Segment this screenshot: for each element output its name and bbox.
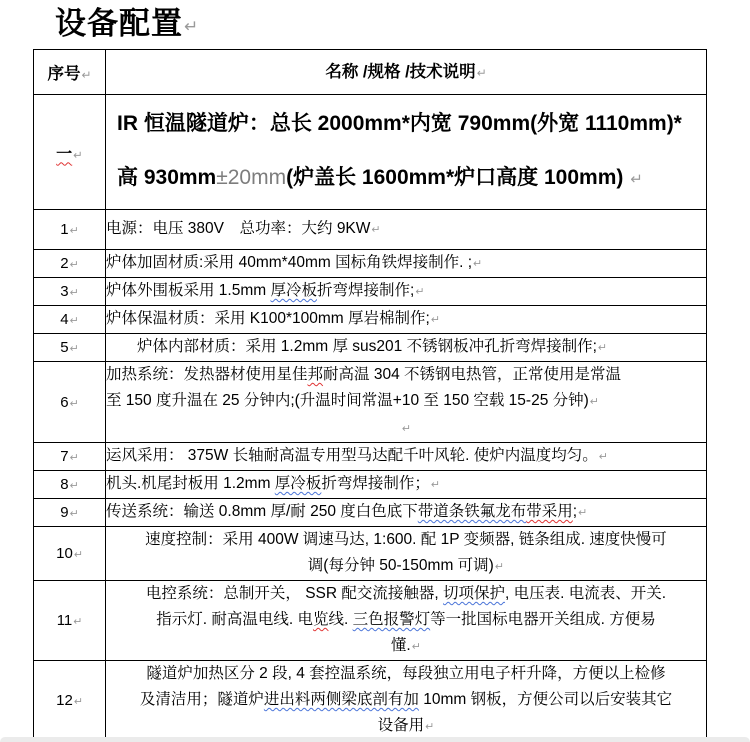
paragraph-mark-icon: ↵ (494, 561, 505, 573)
text-segment: 速度控制：采用 400W 调速马达, 1:600. 配 1P 变频器, 链条组成. 速度快慢可 (145, 531, 667, 548)
paragraph-mark-icon: ↵ (81, 68, 92, 82)
row-number: 1 (60, 221, 69, 238)
description-line (106, 306, 706, 333)
text-segment: 炉体外围板采用 1.5mm (106, 282, 271, 299)
row-number: 10 (56, 545, 73, 562)
row-description-cell (106, 581, 707, 661)
row-description-cell (106, 306, 707, 334)
table-row (34, 581, 707, 661)
row-number-cell (34, 210, 106, 250)
paragraph-mark-icon: ↵ (69, 225, 79, 237)
text-segment: 电控系统：总制开关， SSR 配交流接触器, (145, 585, 444, 602)
table-row (34, 661, 707, 741)
text-segment: 加热系统：发热器材使用星佳 (106, 366, 308, 383)
row-number: 9 (60, 504, 69, 521)
row-number-cell (34, 306, 106, 334)
table-row (34, 250, 707, 278)
row-number-cell (34, 95, 106, 210)
paragraph-mark-icon: ↵ (69, 287, 79, 299)
page-title-text: 设备配置 (55, 6, 183, 41)
text-segment: 厚冷板 (270, 282, 317, 299)
text-segment: ±20mm (216, 166, 287, 189)
description-line (106, 687, 706, 713)
row-description-cell (106, 471, 707, 499)
description-line (106, 250, 706, 277)
row-number-cell (34, 250, 106, 278)
text-segment: 折弯焊接制作; (317, 282, 415, 299)
row-number-cell (34, 581, 106, 661)
row-description-cell (106, 499, 707, 527)
text-segment: IR 恒温隧道炉：总长 2000mm*内宽 790mm(外宽 1110mm)* (117, 112, 682, 135)
paragraph-mark-icon: ↵ (597, 342, 608, 354)
text-segment: 览 (312, 611, 329, 628)
description-line (106, 553, 706, 580)
description-line (106, 388, 706, 415)
row-number: 2 (60, 255, 69, 272)
header-cell-no (34, 50, 106, 95)
description-line (117, 97, 699, 151)
bottom-gray-bar (0, 737, 750, 742)
description-line (117, 151, 699, 207)
table-row (34, 443, 707, 471)
description-line (106, 415, 706, 442)
row-description-cell (106, 661, 707, 741)
description-line (106, 499, 706, 526)
table-row (34, 95, 707, 210)
text-segment: 带道条铁氟龙布 (417, 503, 527, 520)
paragraph-mark-icon: ↵ (578, 507, 588, 519)
row-number-cell (34, 471, 106, 499)
paragraph-mark-icon: ↵ (630, 171, 643, 188)
text-segment: 懂. (390, 637, 411, 654)
text-segment: , 电压表. 电流表、开关. (505, 585, 667, 602)
description-line (106, 713, 706, 740)
row-number: 11 (56, 612, 73, 629)
table-row (34, 362, 707, 443)
description-line (106, 278, 706, 305)
header-no-label: 序号 (47, 65, 81, 83)
text-segment: 邦 (307, 366, 324, 383)
row-number-cell (34, 499, 106, 527)
text-segment: 至 150 度升温在 25 分钟内;(升温时间常温+10 至 150 空载 15-25 分钟) (106, 392, 589, 409)
table-row (34, 334, 707, 362)
paragraph-mark-icon: ↵ (425, 721, 435, 733)
description-line (106, 471, 706, 498)
row-number: 一 (56, 145, 73, 163)
row-number-cell (34, 527, 106, 581)
text-segment: 切项保护 (443, 585, 506, 602)
row-description-cell (106, 278, 707, 306)
text-segment: 机头.机尾封板用 1.2mm (106, 475, 275, 492)
row-number: 6 (60, 393, 69, 411)
description-line (106, 527, 706, 553)
text-segment: 设备用 (377, 717, 425, 734)
text-segment: ; (572, 503, 578, 520)
text-segment: 炉体保温材质：采用 K100*100mm 厚岩棉制作; (106, 310, 430, 327)
document-page (0, 4, 750, 742)
table-row (34, 278, 707, 306)
row-description-cell (106, 527, 707, 581)
equipment-table (33, 49, 707, 741)
paragraph-mark-icon: ↵ (69, 259, 79, 271)
paragraph-mark-icon: ↵ (476, 65, 487, 80)
row-description-cell (106, 362, 707, 443)
paragraph-mark-icon: ↵ (401, 423, 412, 435)
row-number: 5 (60, 339, 69, 356)
text-segment: 电源：电压 380V 总功率：大约 9KW (106, 220, 371, 237)
row-number-cell (34, 334, 106, 362)
paragraph-mark-icon: ↵ (430, 479, 441, 491)
row-description-cell (106, 443, 707, 471)
row-description-cell (106, 210, 707, 250)
text-segment: 三色报警灯 (352, 611, 431, 628)
description-line (106, 633, 706, 660)
text-segment: 及清洁用；隧道炉 (139, 691, 264, 708)
row-number: 12 (56, 692, 73, 709)
row-number-cell (34, 443, 106, 471)
row-number: 8 (60, 476, 69, 493)
table-row (34, 499, 707, 527)
row-description-cell (106, 334, 707, 362)
text-segment: 指示灯. 耐高温电线. 电 (156, 611, 313, 628)
paragraph-mark-icon: ↵ (73, 149, 83, 162)
row-number-cell (34, 661, 106, 741)
text-segment: 等一批国标电器开关组成. 方便易 (430, 611, 656, 628)
header-cell-desc (106, 50, 707, 95)
row-number-cell (34, 278, 106, 306)
text-segment: 运风采用： 375W 长轴耐高温专用型马达配千叶风轮. 使炉内温度均匀。 (106, 447, 598, 464)
paragraph-mark-icon: ↵ (589, 396, 600, 408)
description-line (106, 334, 706, 361)
text-segment: 耐高温 304 不锈钢电热管，正常使用是常温 (323, 366, 622, 383)
row-number: 7 (60, 448, 69, 465)
text-segment: 炉体内部材质：采用 1.2mm 厚 sus201 不锈钢板冲孔折弯焊接制作; (106, 338, 597, 355)
row-number-cell (34, 362, 106, 443)
text-segment: 线. (328, 611, 353, 628)
paragraph-mark-icon: ↵ (69, 397, 79, 410)
text-segment: 厚冷板 (274, 475, 322, 492)
paragraph-mark-icon: ↵ (430, 314, 441, 326)
paragraph-mark-icon: ↵ (73, 549, 83, 561)
paragraph-mark-icon: ↵ (73, 616, 83, 628)
table-row (34, 210, 707, 250)
table-row (34, 527, 707, 581)
paragraph-mark-icon: ↵ (598, 451, 609, 463)
row-number: 4 (60, 311, 69, 328)
text-segment: 炉体加固材质:采用 40mm*40mm 国标角铁焊接制作. ; (106, 254, 472, 271)
paragraph-mark-icon: ↵ (415, 286, 425, 298)
description-line (106, 443, 706, 470)
text-segment: 隧道炉加热区分 2 段, 4 套控温系统，每段独立用电子杆升降，方便以上检修 (146, 665, 666, 682)
row-description-cell (106, 250, 707, 278)
text-segment: 高 930mm (117, 166, 217, 189)
page-title (55, 4, 750, 47)
text-segment: 带采用 (526, 503, 573, 520)
description-line (106, 581, 706, 607)
table-row (34, 306, 707, 334)
text-segment: 进出料两侧梁底剖有加 (263, 691, 419, 708)
description-line (106, 661, 706, 687)
header-desc-label: 名称 /规格 /技术说明 (325, 62, 476, 81)
row-description-cell (106, 95, 707, 210)
text-segment: (炉盖长 1600mm*炉口高度 100mm) (286, 166, 630, 189)
paragraph-mark-icon: ↵ (69, 343, 79, 355)
paragraph-mark-icon: ↵ (371, 224, 381, 236)
text-segment: 折弯焊接制作； (321, 475, 430, 492)
paragraph-mark-icon: ↵ (69, 315, 79, 327)
description-line (106, 362, 706, 388)
paragraph-mark-icon: ↵ (69, 452, 79, 464)
text-segment: 10mm 钢板，方便公司以后安装其它 (418, 691, 673, 708)
table-header-row (34, 50, 707, 95)
description-line (106, 216, 706, 243)
text-segment: 调(每分钟 50-150mm 可调) (307, 557, 494, 574)
table-row (34, 471, 707, 499)
paragraph-mark-icon: ↵ (73, 696, 83, 708)
paragraph-mark-icon: ↵ (184, 17, 199, 36)
paragraph-mark-icon: ↵ (69, 508, 79, 520)
text-segment: 传送系统：输送 0.8mm 厚/耐 250 度白色底下 (106, 503, 418, 520)
description-line (106, 607, 706, 633)
row-number: 3 (60, 283, 69, 300)
paragraph-mark-icon: ↵ (411, 641, 422, 653)
paragraph-mark-icon: ↵ (473, 258, 483, 270)
paragraph-mark-icon: ↵ (69, 480, 79, 492)
